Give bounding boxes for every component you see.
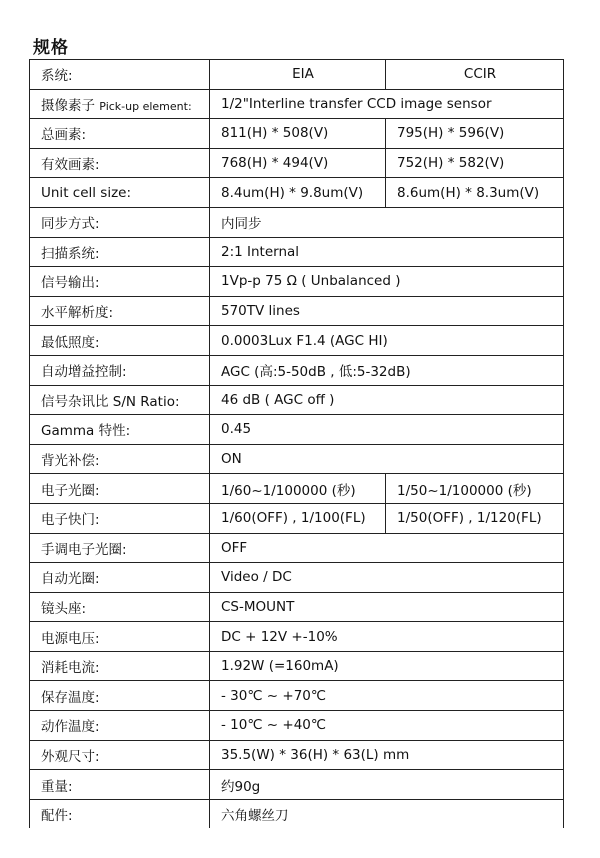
eia-value: 811(H) * 508(V): [210, 119, 386, 149]
table-row: [30, 385, 564, 415]
table-row: [30, 533, 564, 563]
row-value: 2:1 Internal: [210, 237, 564, 267]
table-row: [30, 563, 564, 593]
row-value: 1.92W (=160mA): [210, 651, 564, 681]
table-row: [30, 681, 564, 711]
row-label: 同步方式:: [30, 207, 210, 237]
row-label: 信号输出:: [30, 267, 210, 297]
row-label: 系统:: [30, 60, 210, 90]
table-row: [30, 60, 564, 90]
table-row: [30, 740, 564, 770]
row-value: 六角螺丝刀: [210, 799, 564, 828]
row-label: 镜头座:: [30, 592, 210, 622]
row-label: 手调电子光圈:: [30, 533, 210, 563]
ccir-value: 752(H) * 582(V): [386, 148, 564, 178]
table-row: [30, 503, 564, 533]
row-value: - 30℃ ~ +70℃: [210, 681, 564, 711]
row-label: 电子光圈:: [30, 474, 210, 504]
pickup-label-cn: 摄像素子: [41, 97, 95, 114]
table-row: [30, 592, 564, 622]
table-row: [30, 178, 564, 208]
row-label: 自动光圈:: [30, 563, 210, 593]
row-label: 最低照度:: [30, 326, 210, 356]
eia-value: 8.4um(H) * 9.8um(V): [210, 178, 386, 208]
row-label: 消耗电流:: [30, 651, 210, 681]
table-row: [30, 474, 564, 504]
table-row: [30, 444, 564, 474]
row-label: [30, 89, 210, 119]
pickup-label-en: Pick-up element:: [99, 99, 192, 113]
row-value: DC + 12V +-10%: [210, 622, 564, 652]
table-row: [30, 207, 564, 237]
ccir-header: CCIR: [386, 60, 564, 90]
row-label: 动作温度:: [30, 711, 210, 741]
eia-value: 1/60(OFF) , 1/100(FL): [210, 503, 386, 533]
row-label: Unit cell size:: [30, 178, 210, 208]
row-label: 电子快门:: [30, 503, 210, 533]
table-row: [30, 326, 564, 356]
row-label: 保存温度:: [30, 681, 210, 711]
table-row: [30, 355, 564, 385]
table-row: [30, 119, 564, 149]
eia-header: EIA: [210, 60, 386, 90]
table-row: [30, 148, 564, 178]
row-value: CS-MOUNT: [210, 592, 564, 622]
row-value: 0.45: [210, 415, 564, 445]
row-value: - 10℃ ~ +40℃: [210, 711, 564, 741]
row-label: Gamma 特性:: [30, 415, 210, 445]
ccir-value: 8.6um(H) * 8.3um(V): [386, 178, 564, 208]
row-label: 电源电压:: [30, 622, 210, 652]
row-value: 570TV lines: [210, 296, 564, 326]
table-row: [30, 296, 564, 326]
table-row: [30, 651, 564, 681]
row-label: 配件:: [30, 799, 210, 828]
ccir-value: 795(H) * 596(V): [386, 119, 564, 149]
table-row: [30, 622, 564, 652]
spec-table: [29, 59, 564, 828]
row-value: 1Vp-p 75 Ω ( Unbalanced ): [210, 267, 564, 297]
row-label: 总画素:: [30, 119, 210, 149]
table-row: [30, 770, 564, 800]
row-label: 自动增益控制:: [30, 355, 210, 385]
row-value: 0.0003Lux F1.4 (AGC HI): [210, 326, 564, 356]
row-label: 外观尺寸:: [30, 740, 210, 770]
row-label: 信号杂讯比 S/N Ratio:: [30, 385, 210, 415]
row-label: 水平解析度:: [30, 296, 210, 326]
row-label: 重量:: [30, 770, 210, 800]
eia-value: 768(H) * 494(V): [210, 148, 386, 178]
table-row: [30, 89, 564, 119]
row-value: ON: [210, 444, 564, 474]
row-value: OFF: [210, 533, 564, 563]
table-row: [30, 711, 564, 741]
eia-value: 1/60~1/100000 (秒): [210, 474, 386, 504]
pickup-value: 1/2"Interline transfer CCD image sensor: [210, 89, 564, 119]
table-row: [30, 267, 564, 297]
table-row: [30, 799, 564, 828]
table-row: [30, 237, 564, 267]
row-value: 46 dB ( AGC off ): [210, 385, 564, 415]
row-label: 扫描系统:: [30, 237, 210, 267]
ccir-value: 1/50~1/100000 (秒): [386, 474, 564, 504]
row-value: Video / DC: [210, 563, 564, 593]
row-value: 内同步: [210, 207, 564, 237]
row-label: 背光补偿:: [30, 444, 210, 474]
table-row: [30, 415, 564, 445]
row-value: 35.5(W) * 36(H) * 63(L) mm: [210, 740, 564, 770]
page-title: 规格: [33, 38, 69, 58]
row-value: AGC (高:5-50dB , 低:5-32dB): [210, 355, 564, 385]
row-label: 有效画素:: [30, 148, 210, 178]
row-value: 约90g: [210, 770, 564, 800]
ccir-value: 1/50(OFF) , 1/120(FL): [386, 503, 564, 533]
